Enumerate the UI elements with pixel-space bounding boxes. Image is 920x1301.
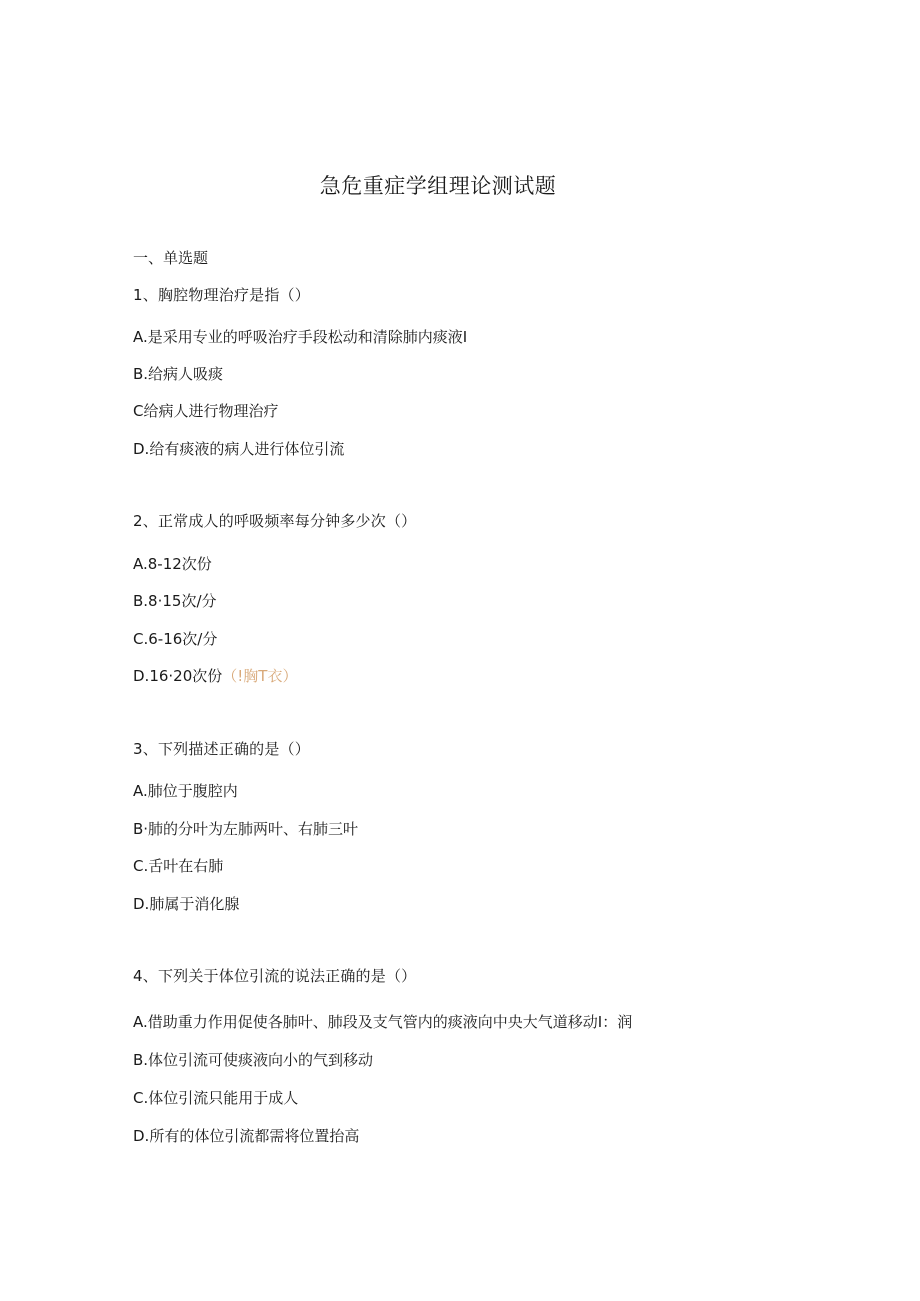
question-2-option-c: C.6-16次/分 [133,630,218,648]
question-4-stem: 4、下列关于体位引流的说法正确的是（） [133,967,417,985]
question-1-stem: 1、胸腔物理治疗是指（） [133,286,310,304]
question-4-option-b: B.体位引流可使痰液向小的气到移动 [133,1051,374,1069]
question-1-option-a: A.是采用专业的呼吸治疗手段松动和清除肺内痰液I [133,328,468,346]
question-2-stem: 2、正常成人的呼吸频率每分钟多少次（） [133,512,417,530]
question-4-option-c: C.体位引流只能用于成人 [133,1089,299,1107]
handwritten-annotation: （!胸T衣） [222,667,298,685]
question-1-option-b: B.给病人吸痰 [133,365,224,383]
question-3-option-d: D.肺属于消化腺 [133,895,240,913]
question-3-stem: 3、下列描述正确的是（） [133,740,310,758]
document-title: 急危重症学组理论测试题 [319,174,557,198]
question-2-option-d-row [133,667,297,685]
question-1-option-c: C给病人进行物理治疗 [133,402,279,420]
question-2-option-a: A.8-12次份 [133,555,212,573]
question-1-option-d: D.给有痰液的病人进行体位引流 [133,440,345,458]
question-3-option-c: C.舌叶在右肺 [133,857,224,875]
question-2-option-d: D.16·20次份 [133,667,223,685]
question-3-option-b: B·肺的分叶为左肺两叶、右肺三叶 [133,820,359,838]
question-4-option-d: D.所有的体位引流都需将位置抬高 [133,1127,360,1145]
section-heading: 一、单选题 [133,249,209,267]
question-2-option-b: B.8·15次/分 [133,592,217,610]
question-3-option-a: A.肺位于腹腔内 [133,782,238,800]
question-4-option-a: A.借助重力作用促使各肺叶、肺段及支气管内的痰液向中央大气道移动I：润 [133,1013,633,1031]
